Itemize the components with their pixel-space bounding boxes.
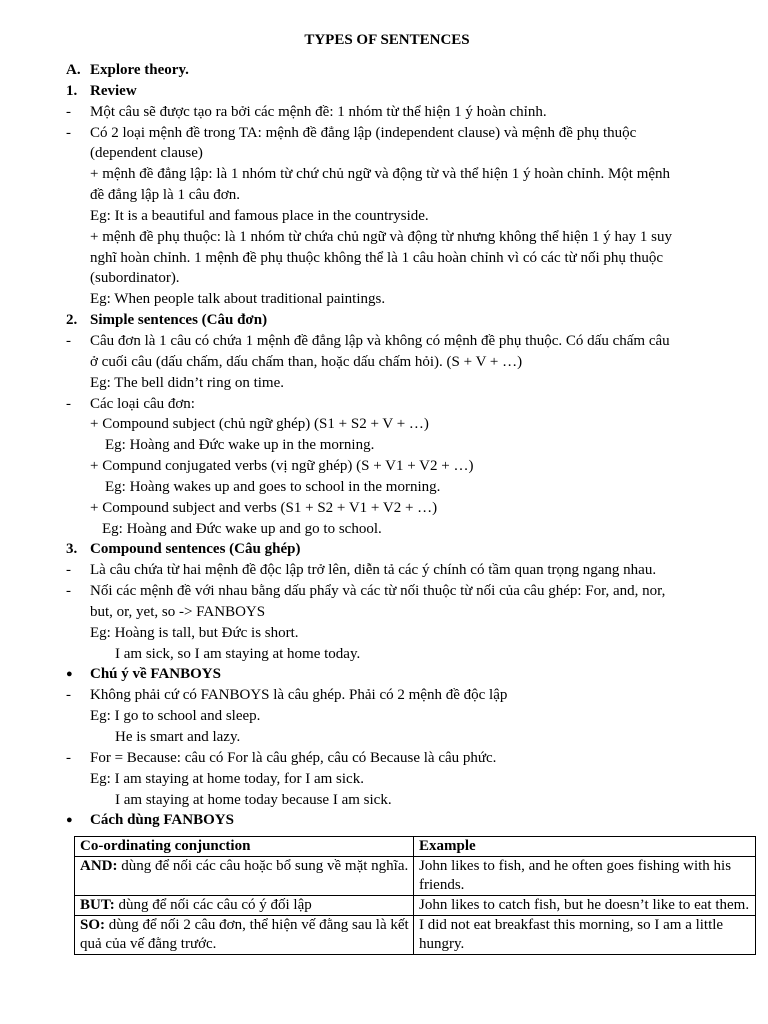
text-line	[0, 790, 768, 811]
table-header-cell: Co-ordinating conjunction	[75, 837, 414, 857]
text-line	[0, 581, 768, 602]
text-line	[0, 685, 768, 706]
section-heading	[0, 810, 768, 831]
text-line	[0, 394, 768, 415]
line-text: Simple sentences (Câu đơn)	[90, 312, 268, 329]
example-cell: I did not eat breakfast this morning, so I am a little hungry.	[414, 916, 756, 955]
line-text: Các loại câu đơn:	[90, 395, 195, 412]
text-line	[0, 185, 768, 206]
text-line	[0, 769, 768, 790]
list-marker: -	[66, 103, 71, 120]
line-text: Eg: It is a beautiful and famous place in the countryside.	[90, 207, 429, 224]
example-cell: John likes to catch fish, but he doesn’t like to eat them.	[414, 896, 756, 916]
list-marker: 1.	[66, 82, 78, 99]
line-text: nghĩ hoàn chỉnh. 1 mệnh đề phụ thuộc không thể là 1 câu hoàn chỉnh vì có các từ nối phụ thuộc	[90, 249, 663, 266]
line-text: but, or, yet, so -> FANBOYS	[90, 603, 266, 620]
list-marker: -	[66, 124, 71, 141]
table-row	[75, 916, 756, 955]
line-text: Review	[90, 82, 137, 99]
line-text: ở cuối câu (dấu chấm, dấu chấm than, hoặc dấu chấm hỏi). (S + V + …)	[90, 353, 523, 370]
text-line	[0, 456, 768, 477]
conjunction-term: BUT:	[80, 897, 115, 914]
line-text: (dependent clause)	[90, 145, 203, 162]
line-text: Một câu sẽ được tạo ra bởi các mệnh đề: 1 nhóm từ thể hiện 1 ý hoàn chỉnh.	[90, 103, 547, 120]
conjunction-cell	[75, 896, 414, 916]
text-line	[0, 123, 768, 144]
text-line	[0, 706, 768, 727]
line-text: Eg: Hoàng is tall, but Đức is short.	[90, 624, 299, 641]
list-marker: -	[66, 395, 71, 412]
table-row	[75, 896, 756, 916]
text-line	[0, 560, 768, 581]
line-text: I am staying at home today because I am sick.	[115, 791, 392, 808]
text-line	[0, 248, 768, 269]
text-line	[0, 602, 768, 623]
text-line	[0, 289, 768, 310]
page-title: TYPES OF SENTENCES	[304, 32, 470, 48]
conjunction-description: dùng để nối 2 câu đơn, thể hiện vế đằng sau là kết quả của vế đằng trước.	[80, 917, 409, 953]
text-line	[0, 477, 768, 498]
line-text: Compound sentences (Câu ghép)	[90, 541, 301, 558]
table-header-row	[75, 837, 756, 857]
line-text: He is smart and lazy.	[115, 729, 241, 745]
conjunction-cell	[75, 916, 414, 955]
bullet-marker: ●	[66, 668, 73, 681]
line-text: Eg: When people talk about traditional paintings.	[90, 291, 386, 308]
text-line	[0, 623, 768, 644]
text-line	[0, 644, 768, 665]
list-marker: -	[66, 687, 71, 704]
list-marker: -	[66, 749, 71, 766]
text-line	[0, 727, 768, 748]
text-line	[0, 352, 768, 373]
list-marker: -	[66, 562, 71, 579]
text-line	[0, 164, 768, 185]
section-heading	[0, 81, 768, 102]
line-text: Có 2 loại mệnh đề trong TA: mệnh đề đẳng lập (independent clause) và mệnh đề phụ thuộc	[90, 124, 637, 141]
line-text: Nối các mệnh đề với nhau bằng dấu phẩy và các từ nối thuộc từ nối của câu ghép: For, and, nor,	[90, 583, 666, 600]
bullet-marker: ●	[66, 814, 73, 827]
conjunction-description: dùng để nối các câu có ý đối lập	[114, 897, 312, 914]
text-line	[0, 227, 768, 248]
line-text: Explore theory.	[90, 62, 189, 78]
conjunction-term: AND:	[80, 858, 118, 875]
line-text: Eg: I go to school and sleep.	[90, 708, 261, 725]
text-line	[0, 519, 768, 540]
text-line	[0, 414, 768, 435]
fanboys-table	[74, 836, 756, 955]
line-text: Chú ý về FANBOYS	[90, 666, 221, 683]
line-text: Là câu chứa từ hai mệnh đề độc lập trở lên, diễn tả các ý chính có tầm quan trọng ngang nhau.	[90, 562, 657, 579]
text-line	[0, 498, 768, 519]
line-text: Không phải cứ có FANBOYS là câu ghép. Phải có 2 mệnh đề độc lập	[90, 687, 508, 704]
section-heading	[0, 60, 768, 81]
text-line	[0, 331, 768, 352]
table-header-cell: Example	[414, 837, 756, 857]
text-line	[0, 435, 768, 456]
line-text: Eg: Hoàng and Đức wake up in the morning.	[105, 437, 375, 454]
line-text: For = Because: câu có For là câu ghép, câu có Because là câu phức.	[90, 749, 497, 766]
list-marker: A.	[66, 62, 81, 78]
conjunction-term: SO:	[80, 917, 106, 934]
line-text: Câu đơn là 1 câu có chứa 1 mệnh đề đẳng lập và không có mệnh đề phụ thuộc. Có dấu chấm câu	[90, 332, 670, 349]
text-line	[0, 206, 768, 227]
line-text: + mệnh đề phụ thuộc: là 1 nhóm từ chứa chủ ngữ và động từ nhưng không thể hiện 1 ý hay 1 suy	[90, 228, 672, 245]
line-text: Eg: The bell didn’t ring on time.	[90, 374, 285, 391]
text-line	[0, 143, 768, 164]
table-row	[75, 857, 756, 896]
line-text: + Compound subject and verbs (S1 + S2 + V1 + V2 + …)	[90, 499, 438, 516]
line-text: Eg: Hoàng wakes up and goes to school in the morning.	[105, 478, 441, 495]
document-body	[0, 60, 768, 955]
section-heading	[0, 539, 768, 560]
example-cell: John likes to fish, and he often goes fishing with his friends.	[414, 857, 756, 896]
line-text: Eg: Hoàng and Đức wake up and go to school.	[102, 520, 382, 537]
section-heading	[0, 310, 768, 331]
line-text: đề đẳng lập là 1 câu đơn.	[90, 187, 240, 204]
list-marker: 3.	[66, 541, 78, 558]
line-text: Eg: I am staying at home today, for I am sick.	[90, 770, 364, 787]
text-line	[0, 748, 768, 769]
text-line	[0, 373, 768, 394]
line-text: + Compund conjugated verbs (vị ngữ ghép) (S + V1 + V2 + …)	[90, 458, 474, 475]
list-marker: -	[66, 583, 71, 600]
text-line	[0, 102, 768, 123]
line-text: + Compound subject (chủ ngữ ghép) (S1 + S2 + V + …)	[90, 416, 429, 433]
line-text: I am sick, so I am staying at home today.	[115, 645, 361, 662]
line-text: Cách dùng FANBOYS	[90, 812, 234, 829]
text-line	[0, 268, 768, 289]
conjunction-description: dùng để nối các câu hoặc bổ sung về mặt nghĩa.	[117, 858, 409, 875]
list-marker: -	[66, 332, 71, 349]
line-text: + mệnh đề đẳng lập: là 1 nhóm từ chứ chủ ngữ và động từ và thể hiện 1 ý hoàn chỉnh. Một mệnh	[90, 166, 671, 183]
conjunction-cell	[75, 857, 414, 896]
line-text: (subordinator).	[90, 270, 180, 287]
list-marker: 2.	[66, 312, 78, 329]
section-heading	[0, 664, 768, 685]
